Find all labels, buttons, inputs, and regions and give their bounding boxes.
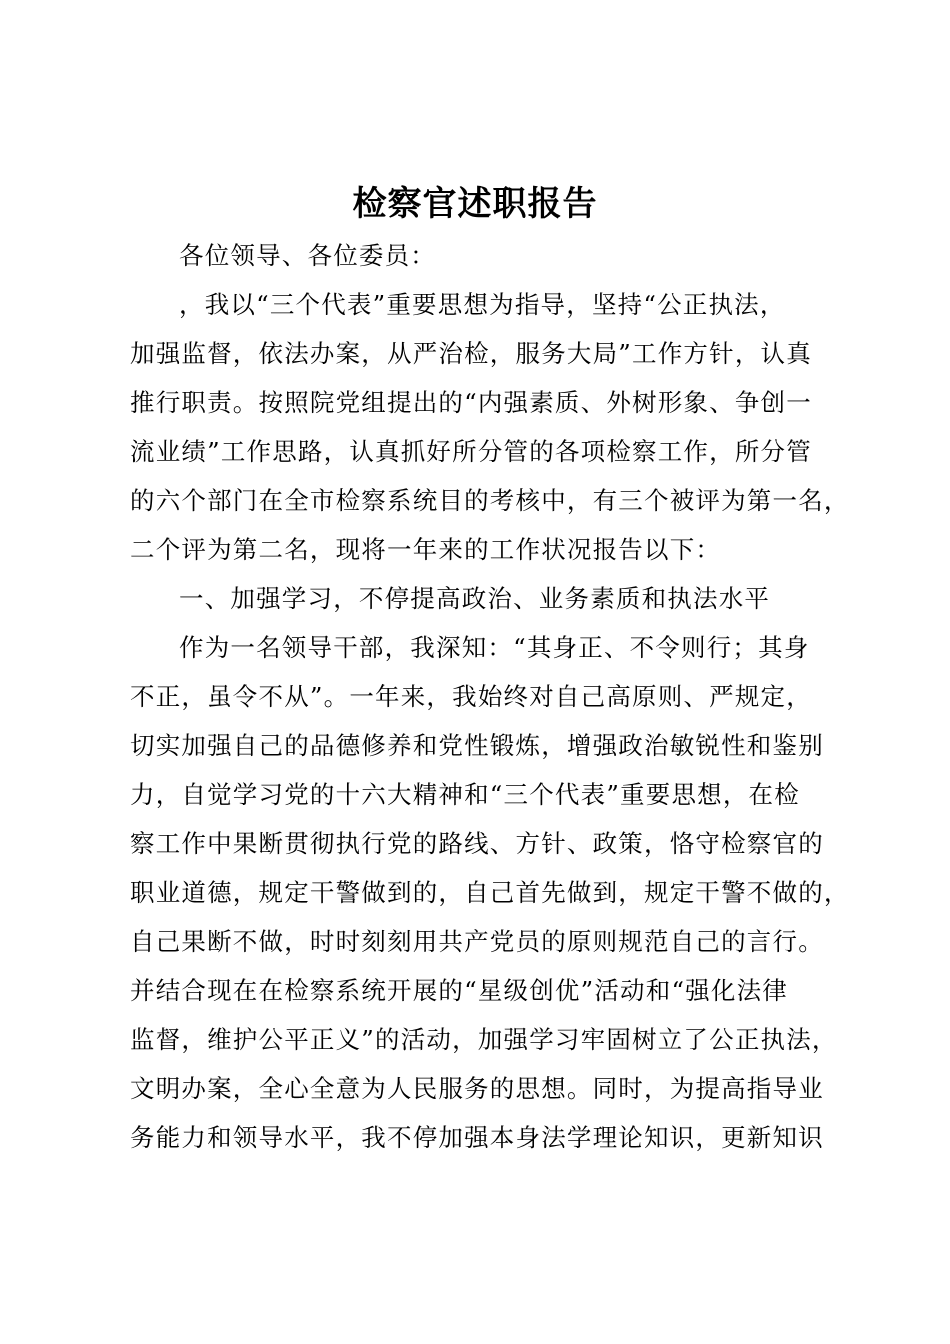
paragraph-line: 察工作中果断贯彻执行党的路线、方针、政策，恪守检察官的: [130, 829, 824, 858]
section-heading: 一、加强学习，不停提高政治、业务素质和执法水平: [179, 584, 771, 613]
paragraph-line: 并结合现在在检察系统开展的“星级创优”活动和“强化法律: [130, 976, 788, 1005]
paragraph-line: 不正，虽令不从”。一年来，我始终对自己高原则、严规定，: [130, 682, 812, 711]
paragraph-line: 推行职责。按照院党组提出的“内强素质、外树形象、争创一: [130, 388, 812, 417]
paragraph-line: ，我以“三个代表”重要思想为指导，坚持“公正执法，: [179, 290, 786, 319]
paragraph-line: 文明办案，全心全意为人民服务的思想。同时，为提高指导业: [130, 1074, 824, 1103]
paragraph-line: 流业绩”工作思路，认真抓好所分管的各项检察工作，所分管: [130, 437, 812, 466]
paragraph-line: 力，自觉学习党的十六大精神和“三个代表”重要思想，在检: [130, 780, 800, 809]
paragraph-line: 加强监督，依法办案，从严治检，服务大局”工作方针，认真: [130, 339, 812, 368]
paragraph-line: 职业道德，规定干警做到的，自己首先做到，规定干警不做的，: [130, 878, 850, 907]
paragraph-line: 监督，维护公平正义”的活动，加强学习牢固树立了公正执法，: [130, 1025, 838, 1054]
paragraph-line: 的六个部门在全市检察系统目的考核中，有三个被评为第一名，: [130, 486, 850, 515]
paragraph-line: 二个评为第二名，现将一年来的工作状况报告以下：: [130, 535, 722, 564]
document-title: 检察官述职报告: [352, 184, 598, 224]
paragraph-line: 务能力和领导水平，我不停加强本身法学理论知识，更新知识: [130, 1123, 824, 1152]
paragraph-line: 作为一名领导干部，我深知：“其身正、不令则行；其身: [179, 633, 810, 662]
paragraph-line: 自己果断不做，时时刻刻用共产党员的原则规范自己的言行。: [130, 927, 824, 956]
salutation: 各位领导、各位委员：: [179, 241, 436, 270]
paragraph-line: 切实加强自己的品德修养和党性锻炼，增强政治敏锐性和鉴别: [130, 731, 824, 760]
